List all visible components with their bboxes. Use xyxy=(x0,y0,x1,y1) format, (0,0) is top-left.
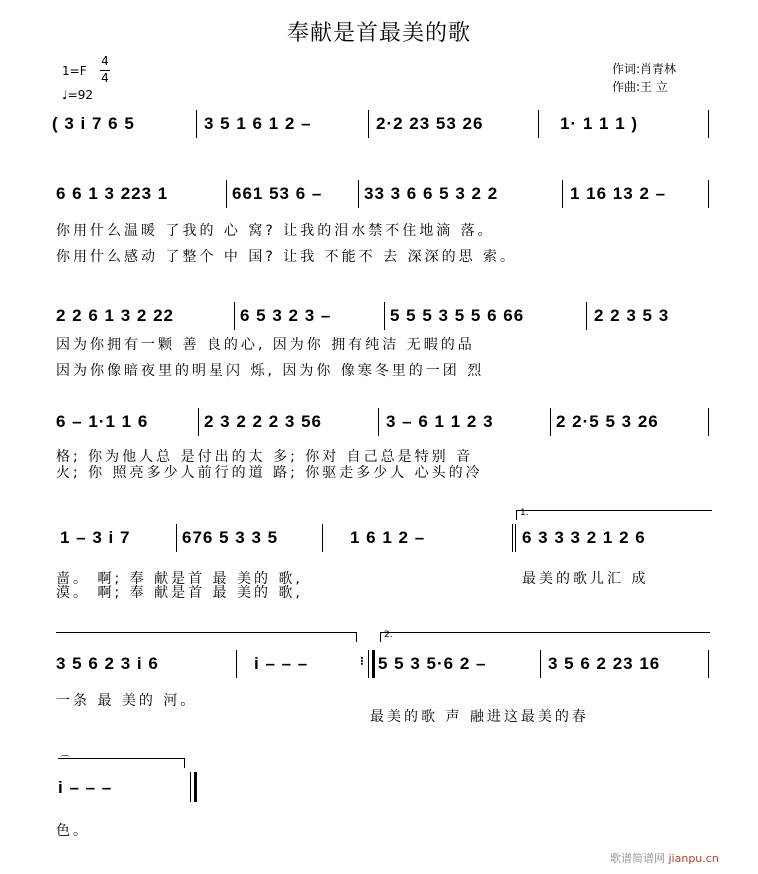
barline xyxy=(234,302,235,330)
composer-credit: 作曲:王 立 xyxy=(612,80,668,94)
system4-measure4: 2 2·5 5 3 26 xyxy=(556,412,659,431)
barline xyxy=(708,650,709,678)
system6-measure1: 3 5 6 2 3 i 6 xyxy=(56,654,159,673)
system3-measure1: 2 2 6 1 3 2 22 xyxy=(56,306,174,325)
system3-measure4: 2 2 3 5 3 xyxy=(594,306,670,325)
repeat-barline xyxy=(515,524,516,552)
first-ending-bracket xyxy=(516,510,712,511)
system5-lyric-ending: 最美的歌儿汇 成 xyxy=(522,571,649,587)
system2-lyric-verse2: 你用什么感动 了整个 中 国? 让我 不能不 去 深深的思 索。 xyxy=(56,249,518,265)
system6-lyric: 一条 最 美的 河。 xyxy=(56,693,198,709)
barline xyxy=(226,180,227,208)
barline xyxy=(384,302,385,330)
second-ending-bracket xyxy=(380,632,710,633)
system3-measure3: 5 5 5 3 5 5 6 66 xyxy=(390,306,525,325)
repeat-barline xyxy=(368,650,369,678)
barline xyxy=(368,110,369,138)
key-signature: 1=F xyxy=(62,64,87,78)
repeat-dots: ⁝ xyxy=(360,654,365,668)
time-signature-top: 4 xyxy=(101,54,109,68)
system2-measure2: 661 53 6 – xyxy=(232,184,323,203)
system1-measure4: 1· 1 1 1 ) xyxy=(560,114,639,133)
first-ending-label: 1. xyxy=(520,508,529,518)
final-barline-thick xyxy=(194,772,197,802)
system6-measure3: 5 5 3 5·6 2 – xyxy=(378,654,487,673)
system2-measure4: 1 16 13 2 – xyxy=(570,184,667,203)
barline xyxy=(562,180,563,208)
first-ending-bracket-edge xyxy=(516,510,517,520)
system4-measure2: 2 3 2 2 2 3 56 xyxy=(204,412,322,431)
system4-lyric-verse1: 格; 你为他人总 是付出的太 多; 你对 自己总是特别 音 xyxy=(56,449,474,465)
system6-lyric-ending: 最美的歌 声 融进这最美的春 xyxy=(370,709,589,725)
barline xyxy=(196,110,197,138)
barline xyxy=(708,408,709,436)
system5-measure4: 6 3 3 3 2 1 2 6 xyxy=(522,528,646,547)
barline xyxy=(176,524,177,552)
system7-measure1: i – – – xyxy=(58,778,113,797)
system4-measure1: 6 – 1·1 1 6 xyxy=(56,412,149,431)
system3-lyric-verse2: 因为你像暗夜里的明星闪 烁, 因为你 像寒冬里的一团 烈 xyxy=(56,363,485,379)
fermata-icon: ⌒ xyxy=(60,756,70,767)
second-ending-label: 2. xyxy=(384,630,393,640)
lyricist-credit: 作词:肖青林 xyxy=(612,62,677,76)
barline xyxy=(198,408,199,436)
final-barline xyxy=(190,772,191,802)
watermark-url: jianpu.cn xyxy=(668,852,719,865)
first-ending-bracket-edge xyxy=(356,632,357,642)
barline xyxy=(550,408,551,436)
system2-measure3: 33 3 6 6 5 3 2 2 xyxy=(364,184,499,203)
system5-measure3: 1 6 1 2 – xyxy=(350,528,426,547)
system3-lyric-verse1: 因为你拥有一颗 善 良的心, 因为你 拥有纯洁 无暇的品 xyxy=(56,337,475,353)
system1-measure1: ( 3 i 7 6 5 xyxy=(52,114,135,133)
first-ending-bracket-continued xyxy=(56,632,356,633)
watermark xyxy=(610,850,719,866)
song-title: 奉献是首最美的歌 xyxy=(286,21,471,46)
system5-measure1: 1 – 3 i 7 xyxy=(60,528,131,547)
barline xyxy=(358,180,359,208)
barline xyxy=(378,408,379,436)
barline xyxy=(708,110,709,138)
barline xyxy=(708,180,709,208)
system1-measure3: 2·2 23 53 26 xyxy=(376,114,484,133)
watermark-site: 歌谱简谱网 xyxy=(610,852,665,865)
ending-bracket-continued xyxy=(58,758,184,759)
system6-measure4: 3 5 6 2 23 16 xyxy=(548,654,661,673)
system1-measure2: 3 5 1 6 1 2 – xyxy=(204,114,312,133)
time-signature-bottom: 4 xyxy=(101,71,109,85)
barline xyxy=(538,110,539,138)
barline xyxy=(586,302,587,330)
second-ending-bracket-edge xyxy=(380,632,381,642)
system5-measure2: 676 5 3 3 5 xyxy=(182,528,279,547)
system5-lyric-verse1: 啬。 啊; 奉 献是首 最 美的 歌, xyxy=(56,571,303,587)
system4-measure3: 3 – 6 1 1 2 3 xyxy=(386,412,494,431)
system5-lyric-verse2: 漠。 啊; 奉 献是首 最 美的 歌, xyxy=(56,585,303,601)
barline xyxy=(236,650,237,678)
barline xyxy=(540,650,541,678)
repeat-barline-thick xyxy=(372,650,375,678)
system2-measure1: 6 6 1 3 223 1 xyxy=(56,184,169,203)
system4-lyric-verse2: 火; 你 照亮多少人前行的道 路; 你驱走多少人 心头的冷 xyxy=(56,465,483,481)
repeat-barline xyxy=(512,524,513,552)
barline xyxy=(322,524,323,552)
ending-bracket-edge xyxy=(184,758,185,768)
system2-lyric-verse1: 你用什么温暖 了我的 心 窝? 让我的泪水禁不住地滴 落。 xyxy=(56,223,495,239)
system3-measure2: 6 5 3 2 3 – xyxy=(240,306,332,325)
system7-lyric: 色。 xyxy=(56,823,90,839)
tempo-marking: ♩=92 xyxy=(62,88,93,102)
system6-measure2: i – – – xyxy=(254,654,309,673)
